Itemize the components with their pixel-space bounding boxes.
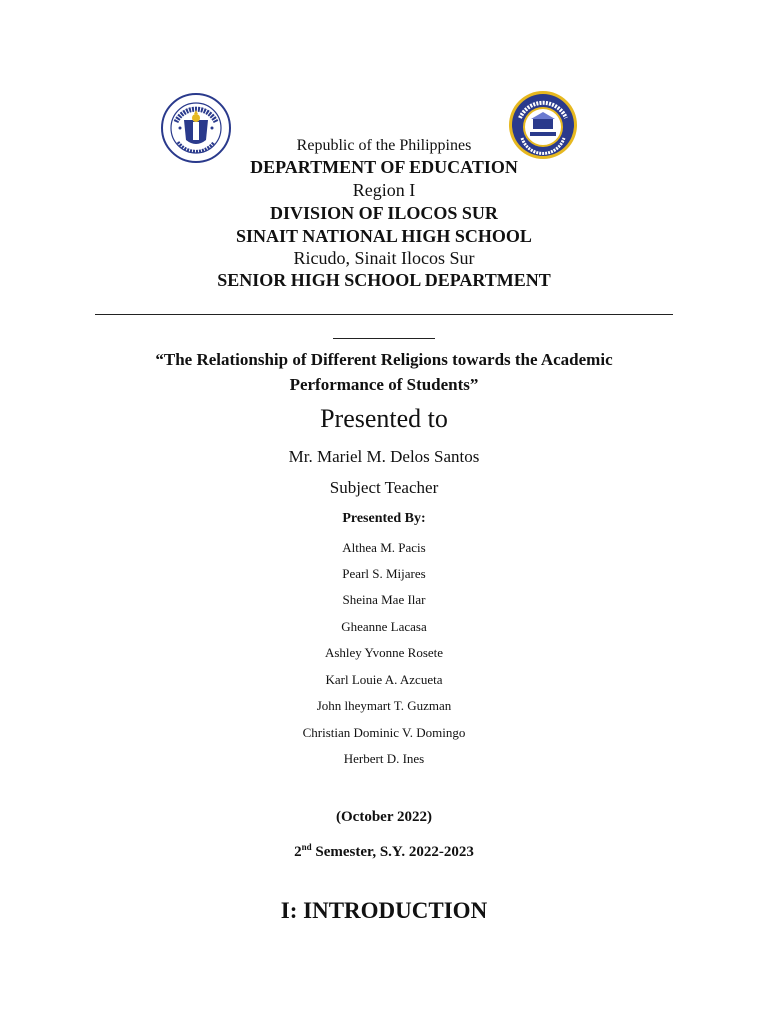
member-name: Christian Dominic V. Domingo (302, 725, 466, 740)
introduction-heading: I: INTRODUCTION (280, 898, 488, 923)
member-name: Herbert D. Ines (343, 751, 425, 766)
member-name: Sheina Mae Ilar (342, 592, 426, 607)
teacher-role: Subject Teacher (329, 478, 439, 497)
semester-line (0, 842, 768, 861)
member-name: Karl Louie A. Azcueta (325, 672, 443, 687)
member-name: Althea M. Pacis (342, 540, 426, 555)
header-rule-continued (333, 338, 435, 339)
member-name: Ashley Yvonne Rosete (324, 645, 444, 660)
member-name: Gheanne Lacasa (341, 619, 427, 634)
presented-to-heading: Presented to (320, 404, 448, 433)
region-line: Region I (352, 180, 416, 200)
division-line: DIVISION OF ILOCOS SUR (270, 203, 498, 223)
header-rule (95, 314, 673, 315)
presented-by-heading: Presented By: (342, 511, 426, 526)
department-line: DEPARTMENT OF EDUCATION (250, 157, 518, 177)
research-title-line-1: “The Relationship of Different Religions towards the Academic (155, 350, 613, 369)
submission-date: (October 2022) (336, 809, 432, 825)
republic-line: Republic of the Philippines (296, 137, 472, 154)
shs-department-line: SENIOR HIGH SCHOOL DEPARTMENT (217, 270, 551, 290)
teacher-name: Mr. Mariel M. Delos Santos (288, 447, 480, 466)
school-line: SINAIT NATIONAL HIGH SCHOOL (236, 226, 532, 246)
research-title-line-2: Performance of Students” (289, 375, 479, 394)
semester-text: Semester, S.Y. 2022-2023 (311, 844, 474, 860)
member-name: Pearl S. Mijares (342, 566, 426, 581)
address-line: Ricudo, Sinait Ilocos Sur (293, 248, 475, 268)
member-name: John lheymart T. Guzman (316, 698, 452, 713)
semester-number: 2 (294, 844, 302, 860)
semester-ordinal-suffix: nd (301, 842, 312, 852)
